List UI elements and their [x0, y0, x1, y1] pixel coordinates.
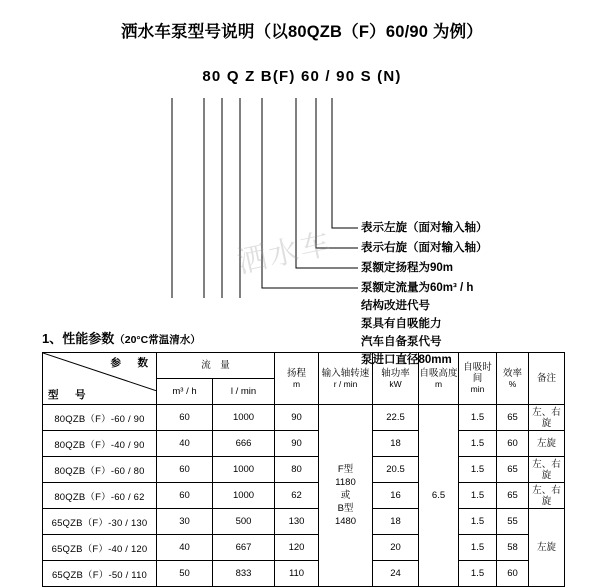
- cell-head: 80: [275, 457, 319, 483]
- cell-power: 20.5: [373, 457, 419, 483]
- table-row: [43, 483, 565, 509]
- header-shaft-power-unit: kW: [389, 378, 402, 389]
- cell-remark: 左、右旋: [529, 405, 565, 431]
- section-number: 1、: [42, 331, 63, 346]
- section-title: 性能参数: [62, 331, 115, 346]
- cell-head: 110: [275, 561, 319, 587]
- spec-table-wrapper: [42, 352, 564, 587]
- cell-suction-time: 1.5: [459, 535, 497, 561]
- section-note: （20°C常温清水）: [114, 334, 201, 346]
- header-input-speed: [319, 353, 373, 405]
- cell-efficiency: 60: [497, 561, 529, 587]
- header-suction-height-label: 自吸高度: [419, 367, 458, 379]
- table-row: [43, 535, 565, 561]
- cell-head: 62: [275, 483, 319, 509]
- speed-line-2: 1180: [335, 477, 356, 488]
- table-row: [43, 509, 565, 535]
- cell-flow-lmin: 1000: [213, 405, 275, 431]
- cell-power: 20: [373, 535, 419, 561]
- cell-flow-m3h: 40: [157, 535, 213, 561]
- header-suction-time-unit: min: [470, 384, 485, 394]
- header-flow-unit-m3h: m³ / h: [157, 379, 213, 405]
- model-code-line: 80 Q Z B(F) 60 / 90 S (N): [202, 68, 402, 85]
- cell-remark: 左旋: [529, 431, 565, 457]
- header-remark: 备注: [529, 353, 565, 405]
- cell-suction-time: 1.5: [459, 509, 497, 535]
- header-flow: 流 量: [157, 353, 275, 379]
- cell-flow-m3h: 60: [157, 405, 213, 431]
- cell-flow-lmin: 500: [213, 509, 275, 535]
- cell-flow-lmin: 833: [213, 561, 275, 587]
- header-head-label: 扬程: [287, 367, 307, 379]
- header-head-unit: m: [292, 378, 301, 389]
- header-suction-height-unit: m: [434, 378, 443, 389]
- cell-head: 130: [275, 509, 319, 535]
- leader-label-right-rotation: 表示右旋（面对输入轴）: [361, 242, 488, 254]
- leader-label-vehicle-pump-code: 汽车自备泵代号: [361, 336, 442, 348]
- watermark: 洒水车: [234, 227, 336, 280]
- cell-flow-lmin: 1000: [213, 457, 275, 483]
- header-efficiency-label: 效率: [503, 367, 523, 379]
- speed-line-3: 或: [340, 490, 351, 501]
- cell-efficiency: 65: [497, 457, 529, 483]
- cell-efficiency: 60: [497, 431, 529, 457]
- header-efficiency: [497, 353, 529, 405]
- cell-input-speed: [319, 405, 373, 587]
- cell-flow-m3h: 60: [157, 457, 213, 483]
- page-title: 洒水车泵型号说明（以80QZB（F）60/90 为例）: [120, 23, 484, 41]
- cell-power: 24: [373, 561, 419, 587]
- cell-flow-m3h: 60: [157, 483, 213, 509]
- cell-head: 90: [275, 431, 319, 457]
- leader-lines-svg: [0, 88, 604, 298]
- leader-label-self-priming: 泵具有自吸能力: [361, 318, 442, 330]
- cell-model: 80QZB（F）-40 / 90: [43, 431, 157, 457]
- cell-flow-lmin: 666: [213, 431, 275, 457]
- speed-line-4: B型: [337, 503, 354, 514]
- table-row: [43, 457, 565, 483]
- table-header-row-1: [43, 353, 565, 379]
- header-input-speed-unit: r / min: [333, 378, 358, 389]
- cell-head: 90: [275, 405, 319, 431]
- cell-suction-time: 1.5: [459, 405, 497, 431]
- cell-flow-lmin: 1000: [213, 483, 275, 509]
- leader-label-inlet-diameter: 泵进口直径80mm: [361, 354, 452, 366]
- cell-remark: 左、右旋: [529, 483, 565, 509]
- cell-remark-merged: 左旋: [529, 509, 565, 587]
- cell-flow-m3h: 30: [157, 509, 213, 535]
- cell-power: 22.5: [373, 405, 419, 431]
- cell-model: 80QZB（F）-60 / 62: [43, 483, 157, 509]
- cell-suction-time: 1.5: [459, 483, 497, 509]
- cell-flow-lmin: 667: [213, 535, 275, 561]
- header-efficiency-unit: %: [508, 378, 517, 389]
- header-shaft-power-label: 轴功率: [381, 367, 410, 379]
- table-row: [43, 405, 565, 431]
- table-row: [43, 561, 565, 587]
- cell-remark: 左、右旋: [529, 457, 565, 483]
- cell-power: 18: [373, 431, 419, 457]
- cell-efficiency: 55: [497, 509, 529, 535]
- leader-label-left-rotation: 表示左旋（面对输入轴）: [361, 222, 488, 234]
- cell-model: 65QZB（F）-40 / 120: [43, 535, 157, 561]
- cell-model: 65QZB（F）-50 / 110: [43, 561, 157, 587]
- cell-model: 80QZB（F）-60 / 80: [43, 457, 157, 483]
- cell-suction-height: 6.5: [419, 405, 459, 587]
- header-input-speed-label: 输入轴转速: [321, 367, 370, 379]
- table-row: [43, 431, 565, 457]
- leader-label-rated-flow: 泵额定流量为60m³ / h: [361, 282, 474, 294]
- cell-flow-m3h: 40: [157, 431, 213, 457]
- cell-power: 16: [373, 483, 419, 509]
- leader-label-rated-head: 泵额定扬程为90m: [361, 262, 454, 274]
- cell-suction-time: 1.5: [459, 561, 497, 587]
- cell-flow-m3h: 50: [157, 561, 213, 587]
- table-corner-cell: [43, 353, 157, 405]
- cell-power: 18: [373, 509, 419, 535]
- leader-label-structure-code: 结构改进代号: [361, 300, 430, 312]
- corner-label-model: 型 号: [48, 389, 89, 401]
- cell-efficiency: 65: [497, 405, 529, 431]
- header-suction-time: [459, 353, 497, 405]
- corner-label-parameter: 参 数: [110, 357, 151, 369]
- cell-model: 80QZB（F）-60 / 90: [43, 405, 157, 431]
- speed-line-5: 1480: [334, 516, 357, 527]
- speed-line-1: F型: [337, 464, 354, 475]
- cell-suction-time: 1.5: [459, 431, 497, 457]
- spec-table: [42, 352, 565, 587]
- header-suction-height: [419, 353, 459, 405]
- cell-head: 120: [275, 535, 319, 561]
- header-flow-unit-lmin: l / min: [213, 379, 275, 405]
- header-shaft-power: [373, 353, 419, 405]
- header-suction-time-label: 自吸时间: [463, 362, 492, 384]
- cell-model: 65QZB（F）-30 / 130: [43, 509, 157, 535]
- cell-suction-time: 1.5: [459, 457, 497, 483]
- cell-efficiency: 58: [497, 535, 529, 561]
- header-head: [275, 353, 319, 405]
- cell-efficiency: 65: [497, 483, 529, 509]
- section-heading: [42, 328, 201, 347]
